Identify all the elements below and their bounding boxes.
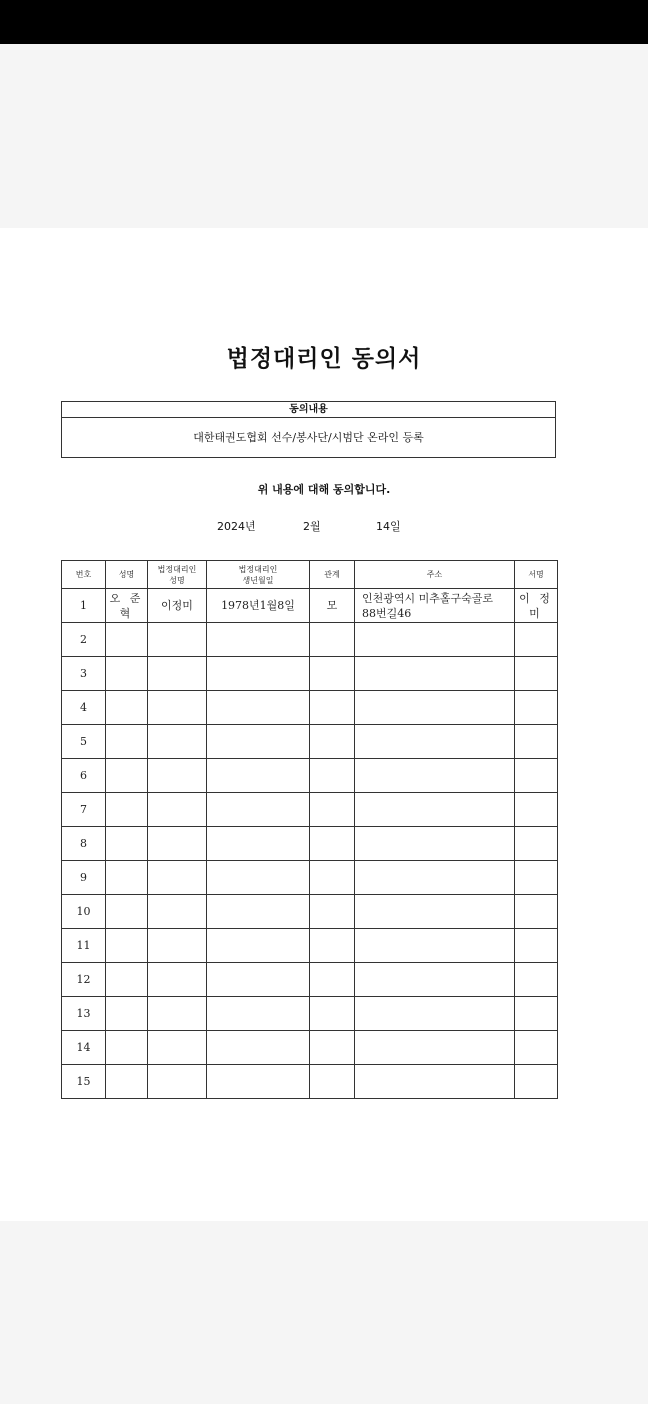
cell-address: [355, 691, 515, 725]
cell-relation: [310, 1065, 355, 1099]
cell-signature: [515, 963, 558, 997]
cell-address: [355, 1065, 515, 1099]
cell-signature: [515, 895, 558, 929]
col-header-guardian-name: 법정대리인 성명: [148, 561, 207, 589]
cell-guardian-name: [148, 1031, 207, 1065]
cell-name: [106, 725, 148, 759]
cell-relation: [310, 1031, 355, 1065]
cell-signature: [515, 1065, 558, 1099]
cell-address: [355, 929, 515, 963]
cell-relation: [310, 827, 355, 861]
table-row: [62, 895, 558, 929]
cell-guardian-name: [148, 623, 207, 657]
cell-relation: [310, 725, 355, 759]
cell-guardian-name: [148, 793, 207, 827]
cell-guardian-name: [148, 657, 207, 691]
cell-name: [106, 623, 148, 657]
table-row: [62, 1031, 558, 1065]
col-header-number: 번호: [62, 561, 106, 589]
cell-number: 3: [62, 657, 106, 691]
cell-address: [355, 657, 515, 691]
cell-relation: [310, 657, 355, 691]
cell-guardian-birth: [207, 895, 310, 929]
consent-body: 대한태권도협회 선수/봉사단/시범단 온라인 등록: [193, 431, 424, 444]
cell-number: 11: [62, 929, 106, 963]
cell-name: [106, 929, 148, 963]
cell-signature: [515, 623, 558, 657]
cell-name: [106, 793, 148, 827]
col-header-guardian-birth: 법정대리인 생년월일: [207, 561, 310, 589]
cell-relation: [310, 759, 355, 793]
cell-number: 10: [62, 895, 106, 929]
col-header-name: 성명: [106, 561, 148, 589]
cell-relation: [310, 793, 355, 827]
cell-guardian-birth: [207, 691, 310, 725]
cell-guardian-birth: [207, 1065, 310, 1099]
cell-guardian-name: [148, 827, 207, 861]
cell-address: [355, 1031, 515, 1065]
cell-guardian-name: 이정미: [148, 589, 207, 623]
cell-signature: [515, 725, 558, 759]
cell-guardian-birth: [207, 759, 310, 793]
col-header-signature: 서명: [515, 561, 558, 589]
cell-guardian-birth: [207, 963, 310, 997]
cell-guardian-name: [148, 691, 207, 725]
cell-name: [106, 827, 148, 861]
cell-relation: [310, 997, 355, 1031]
cell-guardian-birth: [207, 929, 310, 963]
cell-name: [106, 997, 148, 1031]
table-row: [62, 929, 558, 963]
cell-number: 12: [62, 963, 106, 997]
cell-guardian-birth: 1978년1월8일: [207, 589, 310, 623]
status-bar: [0, 0, 648, 44]
date-month: 2월: [303, 520, 321, 533]
cell-guardian-birth: [207, 861, 310, 895]
document-page: [0, 228, 648, 1221]
cell-signature: [515, 759, 558, 793]
cell-relation: 모: [310, 589, 355, 623]
cell-relation: [310, 895, 355, 929]
cell-guardian-name: [148, 759, 207, 793]
consent-box: [61, 401, 556, 458]
table-row: [62, 793, 558, 827]
cell-signature: [515, 827, 558, 861]
cell-signature: [515, 997, 558, 1031]
cell-relation: [310, 691, 355, 725]
cell-number: 8: [62, 827, 106, 861]
cell-address: [355, 963, 515, 997]
cell-number: 15: [62, 1065, 106, 1099]
cell-number: 6: [62, 759, 106, 793]
cell-guardian-name: [148, 725, 207, 759]
table-row: [62, 963, 558, 997]
cell-address: [355, 827, 515, 861]
date-year: 2024년: [217, 520, 256, 533]
cell-relation: [310, 623, 355, 657]
cell-signature: 이 정 미: [515, 589, 558, 623]
table-row: [62, 725, 558, 759]
cell-relation: [310, 963, 355, 997]
table-row: [62, 657, 558, 691]
cell-number: 14: [62, 1031, 106, 1065]
cell-number: 9: [62, 861, 106, 895]
cell-signature: [515, 861, 558, 895]
cell-guardian-birth: [207, 827, 310, 861]
cell-signature: [515, 793, 558, 827]
cell-signature: [515, 1031, 558, 1065]
cell-guardian-name: [148, 929, 207, 963]
cell-address: [355, 861, 515, 895]
cell-name: [106, 861, 148, 895]
cell-name: 오 준 혁: [106, 589, 148, 623]
cell-address: [355, 895, 515, 929]
cell-name: [106, 1065, 148, 1099]
col-header-address: 주소: [355, 561, 515, 589]
cell-guardian-birth: [207, 725, 310, 759]
cell-guardian-name: [148, 895, 207, 929]
table-row: [62, 1065, 558, 1099]
table-row: [62, 997, 558, 1031]
table-header-row: [62, 561, 558, 589]
cell-address: [355, 759, 515, 793]
cell-guardian-name: [148, 861, 207, 895]
col-header-relation: 관계: [310, 561, 355, 589]
cell-relation: [310, 929, 355, 963]
cell-name: [106, 1031, 148, 1065]
date-day: 14일: [376, 520, 401, 533]
cell-number: 2: [62, 623, 106, 657]
cell-address: [355, 725, 515, 759]
cell-guardian-birth: [207, 623, 310, 657]
table-row: [62, 759, 558, 793]
cell-address: [355, 623, 515, 657]
agree-statement: 위 내용에 대해 동의합니다.: [257, 483, 391, 496]
cell-signature: [515, 691, 558, 725]
cell-name: [106, 759, 148, 793]
cell-guardian-name: [148, 997, 207, 1031]
cell-number: 7: [62, 793, 106, 827]
table-row: [62, 861, 558, 895]
cell-address: [355, 793, 515, 827]
cell-number: 1: [62, 589, 106, 623]
cell-number: 4: [62, 691, 106, 725]
cell-guardian-name: [148, 963, 207, 997]
table-row: [62, 827, 558, 861]
cell-guardian-birth: [207, 657, 310, 691]
cell-signature: [515, 929, 558, 963]
guardian-table: [61, 560, 558, 1099]
cell-guardian-birth: [207, 1031, 310, 1065]
cell-guardian-birth: [207, 997, 310, 1031]
cell-address: [355, 997, 515, 1031]
cell-signature: [515, 657, 558, 691]
document-title: 법정대리인 동의서: [226, 346, 422, 372]
cell-name: [106, 657, 148, 691]
cell-name: [106, 691, 148, 725]
cell-name: [106, 895, 148, 929]
cell-relation: [310, 861, 355, 895]
cell-number: 13: [62, 997, 106, 1031]
cell-guardian-birth: [207, 793, 310, 827]
cell-address: 인천광역시 미추홀구숙골로 88번길46: [355, 589, 515, 623]
cell-name: [106, 963, 148, 997]
table-row: [62, 589, 558, 623]
cell-guardian-name: [148, 1065, 207, 1099]
cell-number: 5: [62, 725, 106, 759]
table-row: [62, 623, 558, 657]
consent-header: 동의내용: [62, 402, 555, 418]
table-row: [62, 691, 558, 725]
